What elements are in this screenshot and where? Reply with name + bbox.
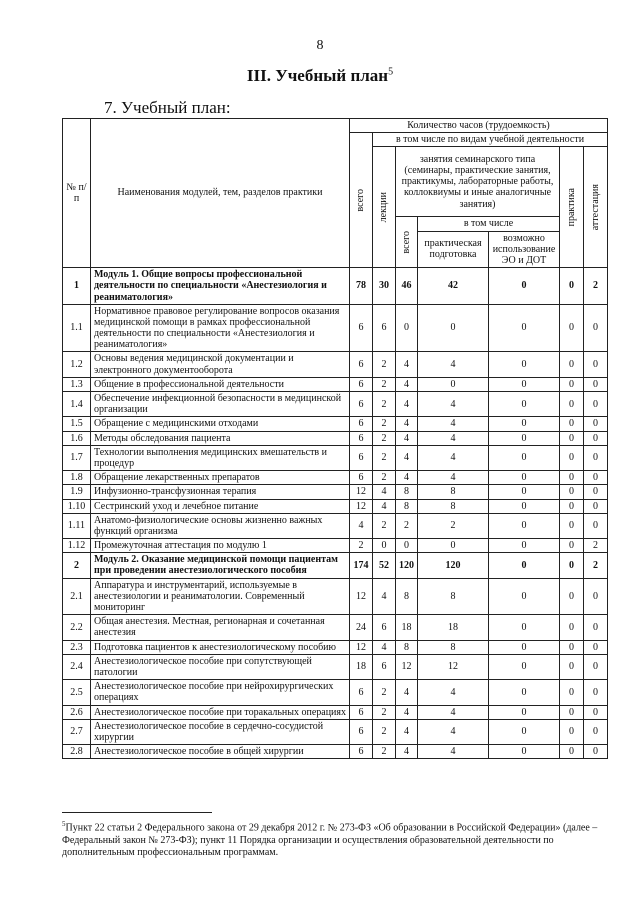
row-title: Анестезиологическое пособие в сердечно-сосудистой хирургии (91, 719, 350, 744)
cell-attestation: 0 (584, 431, 608, 445)
cell-eo-dot: 0 (489, 268, 560, 305)
row-number: 1.10 (63, 499, 91, 513)
cell-eo-dot: 0 (489, 417, 560, 431)
footnote-mark: 5 (62, 820, 66, 828)
row-number: 2.6 (63, 705, 91, 719)
cell-practice: 0 (560, 485, 584, 499)
row-number: 1.12 (63, 539, 91, 553)
curriculum-table (62, 118, 608, 759)
cell-attestation: 0 (584, 513, 608, 538)
cell-practice: 0 (560, 392, 584, 417)
cell-total: 6 (350, 352, 373, 377)
section-title (0, 66, 640, 86)
cell-practical: 4 (418, 431, 489, 445)
cell-practice: 0 (560, 513, 584, 538)
row-title: Анатомо-физиологические основы жизненно важных функций организма (91, 513, 350, 538)
row-title: Нормативное правовое регулирование вопросов оказания медицинской помощи в рамках профессиональной деятельности по специальности «Анестезиология и реаниматология» (91, 304, 350, 352)
cell-practical: 8 (418, 640, 489, 654)
cell-practical: 8 (418, 578, 489, 615)
cell-eo-dot: 0 (489, 654, 560, 679)
cell-eo-dot: 0 (489, 352, 560, 377)
cell-seminar: 4 (396, 377, 418, 391)
table-row (63, 654, 608, 679)
cell-practice: 0 (560, 680, 584, 705)
cell-seminar: 12 (396, 654, 418, 679)
cell-attestation: 0 (584, 705, 608, 719)
footnote-text: Пункт 22 статьи 2 Федерального закона от 29 декабря 2012 г. № 273-ФЗ «Об образовании в Российской Федерации» (далее – Федеральный закон № 273-ФЗ); пункт 11 Порядка организации и осуществления образовательной деятельности по дополнительным профессиональным программам. (62, 822, 598, 859)
table-row (63, 539, 608, 553)
cell-lectures: 2 (373, 377, 396, 391)
header-total: всего (350, 133, 373, 268)
row-title: Обращение с медицинскими отходами (91, 417, 350, 431)
cell-practical: 4 (418, 719, 489, 744)
table-row (63, 431, 608, 445)
table-row (63, 499, 608, 513)
cell-lectures: 4 (373, 640, 396, 654)
row-number: 2.4 (63, 654, 91, 679)
cell-total: 6 (350, 705, 373, 719)
table-row (63, 553, 608, 578)
row-title: Аппаратура и инструментарий, используемые в анестезиологии и реаниматологии. Современный мониторинг (91, 578, 350, 615)
cell-lectures: 4 (373, 578, 396, 615)
cell-practice: 0 (560, 445, 584, 470)
cell-practice: 0 (560, 304, 584, 352)
footnote (62, 820, 610, 860)
cell-lectures: 2 (373, 680, 396, 705)
section-title-text: III. Учебный план (246, 66, 389, 85)
cell-eo-dot: 0 (489, 377, 560, 391)
row-number: 2.5 (63, 680, 91, 705)
cell-attestation: 0 (584, 640, 608, 654)
cell-practice: 0 (560, 268, 584, 305)
header-num: № п/п (63, 119, 91, 268)
table-row (63, 485, 608, 499)
cell-lectures: 52 (373, 553, 396, 578)
cell-eo-dot: 0 (489, 745, 560, 759)
cell-attestation: 0 (584, 417, 608, 431)
cell-seminar: 4 (396, 471, 418, 485)
cell-seminar: 120 (396, 553, 418, 578)
cell-total: 6 (350, 417, 373, 431)
cell-practice: 0 (560, 615, 584, 640)
row-title: Модуль 2. Оказание медицинской помощи пациентам при проведении анестезиологического пособия (91, 553, 350, 578)
subsection-title: 7. Учебный план: (104, 98, 231, 117)
cell-total: 12 (350, 499, 373, 513)
cell-practice: 0 (560, 745, 584, 759)
cell-eo-dot: 0 (489, 485, 560, 499)
cell-lectures: 2 (373, 352, 396, 377)
header-eo-dot: возможно использование ЭО и ДОТ (489, 231, 560, 268)
cell-attestation: 0 (584, 304, 608, 352)
table-row (63, 680, 608, 705)
row-title: Сестринский уход и лечебное питание (91, 499, 350, 513)
header-including: в том числе (418, 217, 560, 231)
cell-total: 6 (350, 431, 373, 445)
cell-attestation: 0 (584, 615, 608, 640)
cell-lectures: 2 (373, 745, 396, 759)
row-number: 2 (63, 553, 91, 578)
row-number: 1.4 (63, 392, 91, 417)
header-attestation: аттестация (584, 147, 608, 268)
table-row (63, 578, 608, 615)
cell-practice: 0 (560, 417, 584, 431)
cell-seminar: 4 (396, 719, 418, 744)
cell-attestation: 2 (584, 268, 608, 305)
cell-practical: 0 (418, 539, 489, 553)
table-row (63, 417, 608, 431)
cell-attestation: 2 (584, 553, 608, 578)
cell-total: 12 (350, 485, 373, 499)
cell-lectures: 0 (373, 539, 396, 553)
cell-practical: 4 (418, 680, 489, 705)
header-hours-total: Количество часов (трудоемкость) (350, 119, 608, 133)
cell-seminar: 2 (396, 513, 418, 538)
cell-practical: 4 (418, 392, 489, 417)
cell-total: 6 (350, 304, 373, 352)
cell-lectures: 2 (373, 471, 396, 485)
cell-lectures: 4 (373, 499, 396, 513)
header-practice: практика (560, 147, 584, 268)
cell-practice: 0 (560, 705, 584, 719)
cell-attestation: 0 (584, 352, 608, 377)
table-body (63, 268, 608, 759)
cell-attestation: 0 (584, 745, 608, 759)
table-row (63, 640, 608, 654)
cell-seminar: 4 (396, 417, 418, 431)
cell-total: 12 (350, 578, 373, 615)
cell-seminar: 4 (396, 352, 418, 377)
cell-practical: 0 (418, 304, 489, 352)
cell-attestation: 0 (584, 392, 608, 417)
cell-seminar: 0 (396, 304, 418, 352)
cell-attestation: 0 (584, 719, 608, 744)
cell-lectures: 2 (373, 445, 396, 470)
cell-eo-dot: 0 (489, 431, 560, 445)
row-number: 2.8 (63, 745, 91, 759)
cell-attestation: 0 (584, 485, 608, 499)
row-number: 1.3 (63, 377, 91, 391)
cell-lectures: 6 (373, 615, 396, 640)
row-title: Анестезиологическое пособие при нейрохирургических операциях (91, 680, 350, 705)
cell-lectures: 30 (373, 268, 396, 305)
row-number: 1.2 (63, 352, 91, 377)
row-title: Инфузионно-трансфузионная терапия (91, 485, 350, 499)
cell-lectures: 6 (373, 304, 396, 352)
cell-seminar: 8 (396, 578, 418, 615)
cell-total: 6 (350, 445, 373, 470)
cell-practical: 4 (418, 417, 489, 431)
cell-seminar: 4 (396, 392, 418, 417)
row-title: Модуль 1. Общие вопросы профессиональной деятельности по специальности «Анестезиология и реаниматология» (91, 268, 350, 305)
cell-seminar: 4 (396, 431, 418, 445)
cell-attestation: 0 (584, 471, 608, 485)
cell-attestation: 0 (584, 680, 608, 705)
row-title: Технологии выполнения медицинских вмешательств и процедур (91, 445, 350, 470)
cell-attestation: 0 (584, 445, 608, 470)
table-row (63, 745, 608, 759)
cell-practice: 0 (560, 471, 584, 485)
cell-seminar: 18 (396, 615, 418, 640)
row-number: 2.7 (63, 719, 91, 744)
row-number: 1.11 (63, 513, 91, 538)
header-lectures: лекции (373, 147, 396, 268)
row-number: 1.1 (63, 304, 91, 352)
cell-lectures: 2 (373, 417, 396, 431)
cell-eo-dot: 0 (489, 471, 560, 485)
header-seminar-total: всего (396, 217, 418, 268)
cell-attestation: 0 (584, 654, 608, 679)
cell-practical: 4 (418, 705, 489, 719)
cell-practical: 4 (418, 745, 489, 759)
row-title: Подготовка пациентов к анестезиологическому пособию (91, 640, 350, 654)
row-title: Основы ведения медицинской документации и электронного документооборота (91, 352, 350, 377)
table-row (63, 705, 608, 719)
cell-practice: 0 (560, 719, 584, 744)
row-title: Анестезиологическое пособие при торакальных операциях (91, 705, 350, 719)
row-number: 1.5 (63, 417, 91, 431)
cell-seminar: 46 (396, 268, 418, 305)
row-number: 1.6 (63, 431, 91, 445)
cell-practical: 4 (418, 471, 489, 485)
cell-practical: 120 (418, 553, 489, 578)
cell-practical: 4 (418, 352, 489, 377)
footnote-divider (62, 812, 212, 813)
cell-total: 24 (350, 615, 373, 640)
row-title: Промежуточная аттестация по модулю 1 (91, 539, 350, 553)
cell-practice: 0 (560, 654, 584, 679)
cell-practice: 0 (560, 499, 584, 513)
cell-eo-dot: 0 (489, 553, 560, 578)
cell-practice: 0 (560, 640, 584, 654)
cell-total: 78 (350, 268, 373, 305)
cell-attestation: 0 (584, 578, 608, 615)
cell-practical: 8 (418, 485, 489, 499)
cell-eo-dot: 0 (489, 499, 560, 513)
cell-seminar: 4 (396, 445, 418, 470)
cell-practical: 18 (418, 615, 489, 640)
cell-practice: 0 (560, 431, 584, 445)
cell-practical: 4 (418, 445, 489, 470)
row-number: 1.8 (63, 471, 91, 485)
cell-eo-dot: 0 (489, 539, 560, 553)
table-row (63, 304, 608, 352)
cell-eo-dot: 0 (489, 719, 560, 744)
cell-eo-dot: 0 (489, 705, 560, 719)
header-by-activity: в том числе по видам учебной деятельности (373, 133, 608, 147)
row-number: 1.7 (63, 445, 91, 470)
cell-lectures: 2 (373, 705, 396, 719)
cell-attestation: 0 (584, 499, 608, 513)
table-row (63, 377, 608, 391)
cell-eo-dot: 0 (489, 578, 560, 615)
cell-total: 18 (350, 654, 373, 679)
cell-lectures: 2 (373, 719, 396, 744)
row-title: Общая анестезия. Местная, регионарная и сочетанная анестезия (91, 615, 350, 640)
cell-seminar: 4 (396, 705, 418, 719)
cell-total: 174 (350, 553, 373, 578)
cell-total: 2 (350, 539, 373, 553)
cell-practice: 0 (560, 539, 584, 553)
cell-practice: 0 (560, 553, 584, 578)
cell-eo-dot: 0 (489, 513, 560, 538)
row-title: Обращение лекарственных препаратов (91, 471, 350, 485)
page-number: 8 (316, 38, 324, 53)
footnote-reference: 5 (388, 66, 394, 78)
cell-practice: 0 (560, 352, 584, 377)
row-title: Общение в профессиональной деятельности (91, 377, 350, 391)
cell-eo-dot: 0 (489, 392, 560, 417)
header-seminar: занятия семинарского типа (семинары, практические занятия, практикумы, лабораторные работы, коллоквиумы и иные аналогичные занятия) (396, 147, 560, 217)
table-row (63, 268, 608, 305)
table-row (63, 471, 608, 485)
table-row (63, 513, 608, 538)
cell-seminar: 8 (396, 640, 418, 654)
cell-practice: 0 (560, 377, 584, 391)
cell-seminar: 0 (396, 539, 418, 553)
cell-eo-dot: 0 (489, 304, 560, 352)
cell-practical: 0 (418, 377, 489, 391)
table-row (63, 615, 608, 640)
cell-attestation: 2 (584, 539, 608, 553)
row-number: 2.2 (63, 615, 91, 640)
row-title: Анестезиологическое пособие в общей хирургии (91, 745, 350, 759)
row-number: 2.3 (63, 640, 91, 654)
table-row (63, 392, 608, 417)
row-number: 2.1 (63, 578, 91, 615)
cell-seminar: 4 (396, 745, 418, 759)
cell-total: 6 (350, 471, 373, 485)
table-row (63, 719, 608, 744)
cell-practice: 0 (560, 578, 584, 615)
cell-practical: 8 (418, 499, 489, 513)
cell-lectures: 2 (373, 513, 396, 538)
header-practical-training: практическая подготовка (418, 231, 489, 268)
cell-total: 6 (350, 745, 373, 759)
cell-eo-dot: 0 (489, 640, 560, 654)
cell-total: 6 (350, 392, 373, 417)
cell-total: 12 (350, 640, 373, 654)
cell-lectures: 2 (373, 431, 396, 445)
cell-attestation: 0 (584, 377, 608, 391)
header-name: Наименования модулей, тем, разделов практики (91, 119, 350, 268)
row-title: Анестезиологическое пособие при сопутствующей патологии (91, 654, 350, 679)
cell-eo-dot: 0 (489, 615, 560, 640)
row-number: 1 (63, 268, 91, 305)
cell-seminar: 8 (396, 485, 418, 499)
cell-lectures: 2 (373, 392, 396, 417)
cell-practical: 12 (418, 654, 489, 679)
row-title: Обеспечение инфекционной безопасности в медицинской организации (91, 392, 350, 417)
cell-total: 6 (350, 680, 373, 705)
cell-lectures: 4 (373, 485, 396, 499)
cell-lectures: 6 (373, 654, 396, 679)
cell-total: 4 (350, 513, 373, 538)
cell-seminar: 8 (396, 499, 418, 513)
cell-practical: 2 (418, 513, 489, 538)
cell-total: 6 (350, 719, 373, 744)
cell-seminar: 4 (396, 680, 418, 705)
table-row (63, 445, 608, 470)
table-row (63, 352, 608, 377)
cell-eo-dot: 0 (489, 680, 560, 705)
cell-total: 6 (350, 377, 373, 391)
row-title: Методы обследования пациента (91, 431, 350, 445)
cell-eo-dot: 0 (489, 445, 560, 470)
row-number: 1.9 (63, 485, 91, 499)
cell-practical: 42 (418, 268, 489, 305)
